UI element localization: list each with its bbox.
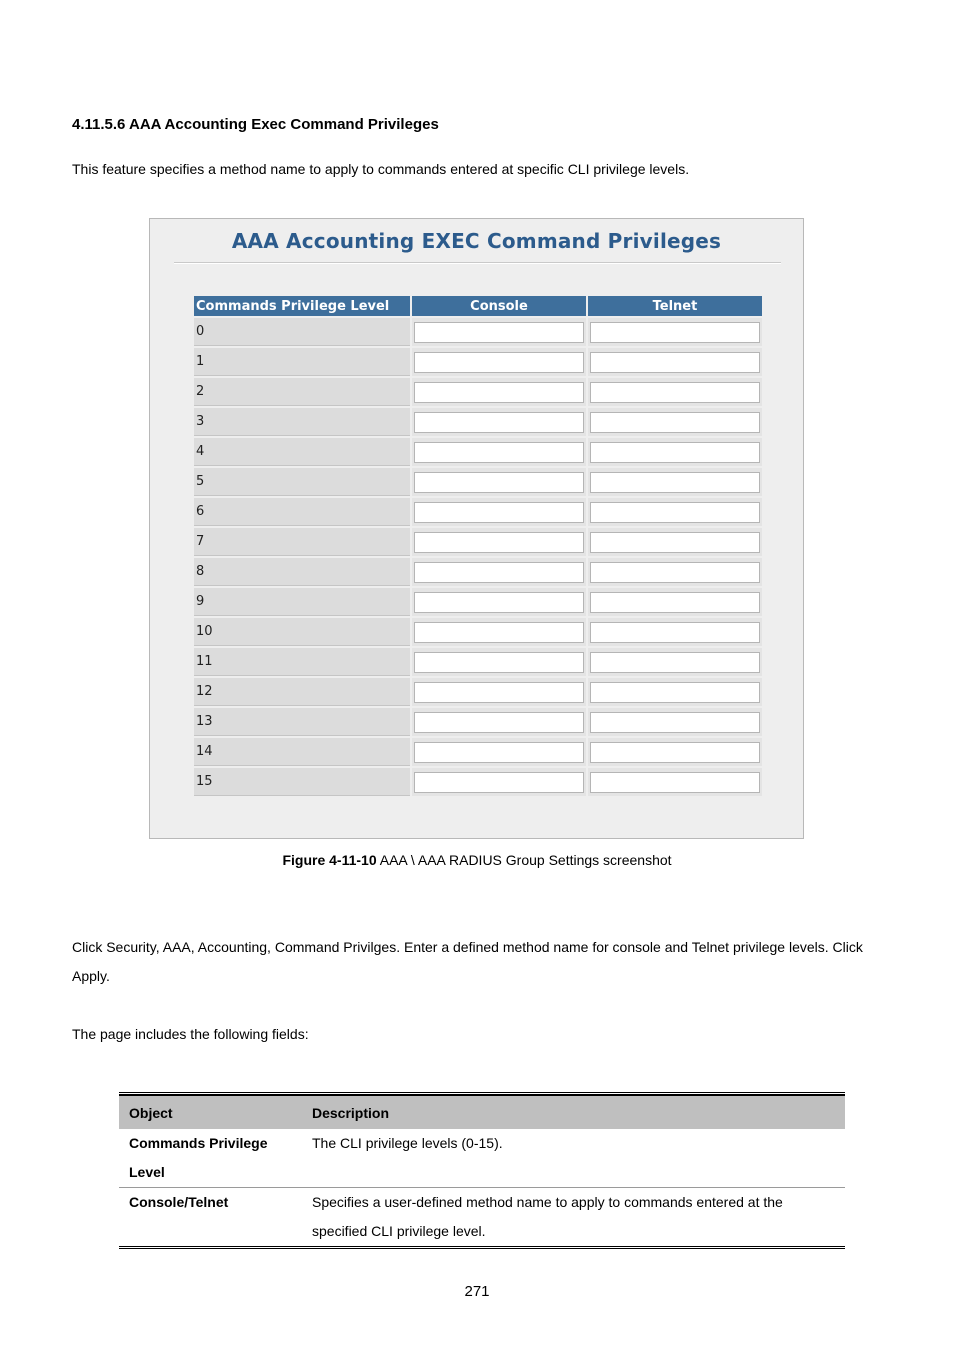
title-divider bbox=[174, 262, 781, 264]
privilege-level-label: 11 bbox=[194, 648, 410, 676]
telnet-cell bbox=[588, 498, 762, 526]
privilege-table-body bbox=[194, 318, 762, 796]
table-row bbox=[194, 558, 762, 586]
fields-table-header bbox=[119, 1095, 845, 1129]
table-row bbox=[194, 498, 762, 526]
telnet-cell bbox=[588, 738, 762, 766]
console-cell bbox=[412, 678, 586, 706]
table-row bbox=[194, 708, 762, 736]
privilege-level-label: 8 bbox=[194, 558, 410, 586]
console-method-input[interactable] bbox=[414, 472, 584, 493]
console-method-input[interactable] bbox=[414, 772, 584, 793]
privilege-level-label: 1 bbox=[194, 348, 410, 376]
header-description: Description bbox=[312, 1104, 390, 1121]
console-cell bbox=[412, 318, 586, 346]
telnet-cell bbox=[588, 408, 762, 436]
table-header-row bbox=[194, 296, 762, 316]
telnet-cell bbox=[588, 468, 762, 496]
console-method-input[interactable] bbox=[414, 652, 584, 673]
table-row bbox=[194, 588, 762, 616]
telnet-cell bbox=[588, 768, 762, 796]
console-cell bbox=[412, 348, 586, 376]
console-method-input[interactable] bbox=[414, 562, 584, 583]
table-row bbox=[194, 768, 762, 796]
privilege-table bbox=[192, 294, 764, 798]
telnet-method-input[interactable] bbox=[590, 382, 760, 403]
telnet-cell bbox=[588, 558, 762, 586]
console-cell bbox=[412, 378, 586, 406]
privilege-level-label: 9 bbox=[194, 588, 410, 616]
telnet-method-input[interactable] bbox=[590, 502, 760, 523]
section-heading: 4.11.5.6 AAA Accounting Exec Command Privileges bbox=[72, 116, 439, 133]
table-row bbox=[194, 438, 762, 466]
description-cell: Specifies a user-defined method name to apply to commands entered at the specified CLI privilege level. bbox=[312, 1194, 783, 1239]
column-header-telnet: Telnet bbox=[588, 296, 762, 316]
instructions-paragraph: Click Security, AAA, Accounting, Command Privilges. Enter a defined method name for console and Telnet privilege levels. Click Apply. bbox=[72, 939, 863, 984]
telnet-method-input[interactable] bbox=[590, 742, 760, 763]
privilege-level-label: 10 bbox=[194, 618, 410, 646]
console-method-input[interactable] bbox=[414, 502, 584, 523]
intro-paragraph: This feature specifies a method name to apply to commands entered at specific CLI privilege levels. bbox=[72, 161, 690, 177]
screenshot-panel bbox=[149, 218, 804, 839]
console-method-input[interactable] bbox=[414, 322, 584, 343]
console-cell bbox=[412, 528, 586, 556]
object-cell: Console/Telnet bbox=[129, 1194, 229, 1210]
console-method-input[interactable] bbox=[414, 592, 584, 613]
console-method-input[interactable] bbox=[414, 622, 584, 643]
telnet-cell bbox=[588, 318, 762, 346]
console-method-input[interactable] bbox=[414, 352, 584, 373]
privilege-level-label: 3 bbox=[194, 408, 410, 436]
privilege-level-label: 2 bbox=[194, 378, 410, 406]
table-row bbox=[194, 378, 762, 406]
telnet-method-input[interactable] bbox=[590, 532, 760, 553]
figure-text: AAA \ AAA RADIUS Group Settings screenshot bbox=[376, 852, 672, 868]
figure-caption bbox=[0, 852, 954, 868]
telnet-method-input[interactable] bbox=[590, 622, 760, 643]
fields-intro: The page includes the following fields: bbox=[72, 1026, 309, 1042]
privilege-level-label: 7 bbox=[194, 528, 410, 556]
telnet-cell bbox=[588, 648, 762, 676]
table-row bbox=[194, 648, 762, 676]
privilege-level-label: 6 bbox=[194, 498, 410, 526]
console-cell bbox=[412, 768, 586, 796]
console-method-input[interactable] bbox=[414, 442, 584, 463]
column-header-level: Commands Privilege Level bbox=[194, 296, 410, 316]
table-row bbox=[194, 468, 762, 496]
telnet-cell bbox=[588, 678, 762, 706]
console-cell bbox=[412, 408, 586, 436]
privilege-level-label: 0 bbox=[194, 318, 410, 346]
privilege-level-label: 14 bbox=[194, 738, 410, 766]
console-cell bbox=[412, 468, 586, 496]
table-row bbox=[119, 1187, 845, 1246]
privilege-level-label: 12 bbox=[194, 678, 410, 706]
table-row bbox=[194, 408, 762, 436]
table-row bbox=[119, 1129, 845, 1187]
console-method-input[interactable] bbox=[414, 532, 584, 553]
description-cell: The CLI privilege levels (0-15). bbox=[312, 1135, 503, 1151]
console-cell bbox=[412, 708, 586, 736]
console-cell bbox=[412, 738, 586, 766]
console-cell bbox=[412, 438, 586, 466]
console-cell bbox=[412, 588, 586, 616]
telnet-method-input[interactable] bbox=[590, 442, 760, 463]
telnet-method-input[interactable] bbox=[590, 772, 760, 793]
console-cell bbox=[412, 648, 586, 676]
telnet-cell bbox=[588, 438, 762, 466]
console-cell bbox=[412, 498, 586, 526]
table-row bbox=[194, 348, 762, 376]
panel-title: AAA Accounting EXEC Command Privileges bbox=[231, 229, 722, 253]
privilege-level-label: 4 bbox=[194, 438, 410, 466]
telnet-method-input[interactable] bbox=[590, 712, 760, 733]
table-row bbox=[194, 618, 762, 646]
column-header-console: Console bbox=[412, 296, 586, 316]
telnet-cell bbox=[588, 528, 762, 556]
privilege-level-label: 5 bbox=[194, 468, 410, 496]
telnet-method-input[interactable] bbox=[590, 472, 760, 493]
console-method-input[interactable] bbox=[414, 412, 584, 433]
telnet-cell bbox=[588, 618, 762, 646]
table-row bbox=[194, 318, 762, 346]
telnet-cell bbox=[588, 348, 762, 376]
fields-table bbox=[119, 1092, 845, 1249]
telnet-method-input[interactable] bbox=[590, 682, 760, 703]
console-method-input[interactable] bbox=[414, 382, 584, 403]
telnet-method-input[interactable] bbox=[590, 352, 760, 373]
console-method-input[interactable] bbox=[414, 682, 584, 703]
telnet-method-input[interactable] bbox=[590, 412, 760, 433]
header-object: Object bbox=[129, 1104, 173, 1121]
telnet-cell bbox=[588, 708, 762, 736]
table-row bbox=[194, 678, 762, 706]
page-number: 271 bbox=[464, 1283, 490, 1300]
telnet-cell bbox=[588, 378, 762, 406]
telnet-method-input[interactable] bbox=[590, 592, 760, 613]
telnet-method-input[interactable] bbox=[590, 562, 760, 583]
figure-label: Figure 4-11-10 bbox=[282, 852, 377, 868]
telnet-method-input[interactable] bbox=[590, 322, 760, 343]
table-row bbox=[194, 528, 762, 556]
telnet-method-input[interactable] bbox=[590, 652, 760, 673]
telnet-cell bbox=[588, 588, 762, 616]
console-cell bbox=[412, 618, 586, 646]
console-method-input[interactable] bbox=[414, 712, 584, 733]
privilege-level-label: 15 bbox=[194, 768, 410, 796]
console-cell bbox=[412, 558, 586, 586]
privilege-level-label: 13 bbox=[194, 708, 410, 736]
console-method-input[interactable] bbox=[414, 742, 584, 763]
table-row bbox=[194, 738, 762, 766]
object-cell: Commands Privilege Level bbox=[129, 1135, 268, 1180]
